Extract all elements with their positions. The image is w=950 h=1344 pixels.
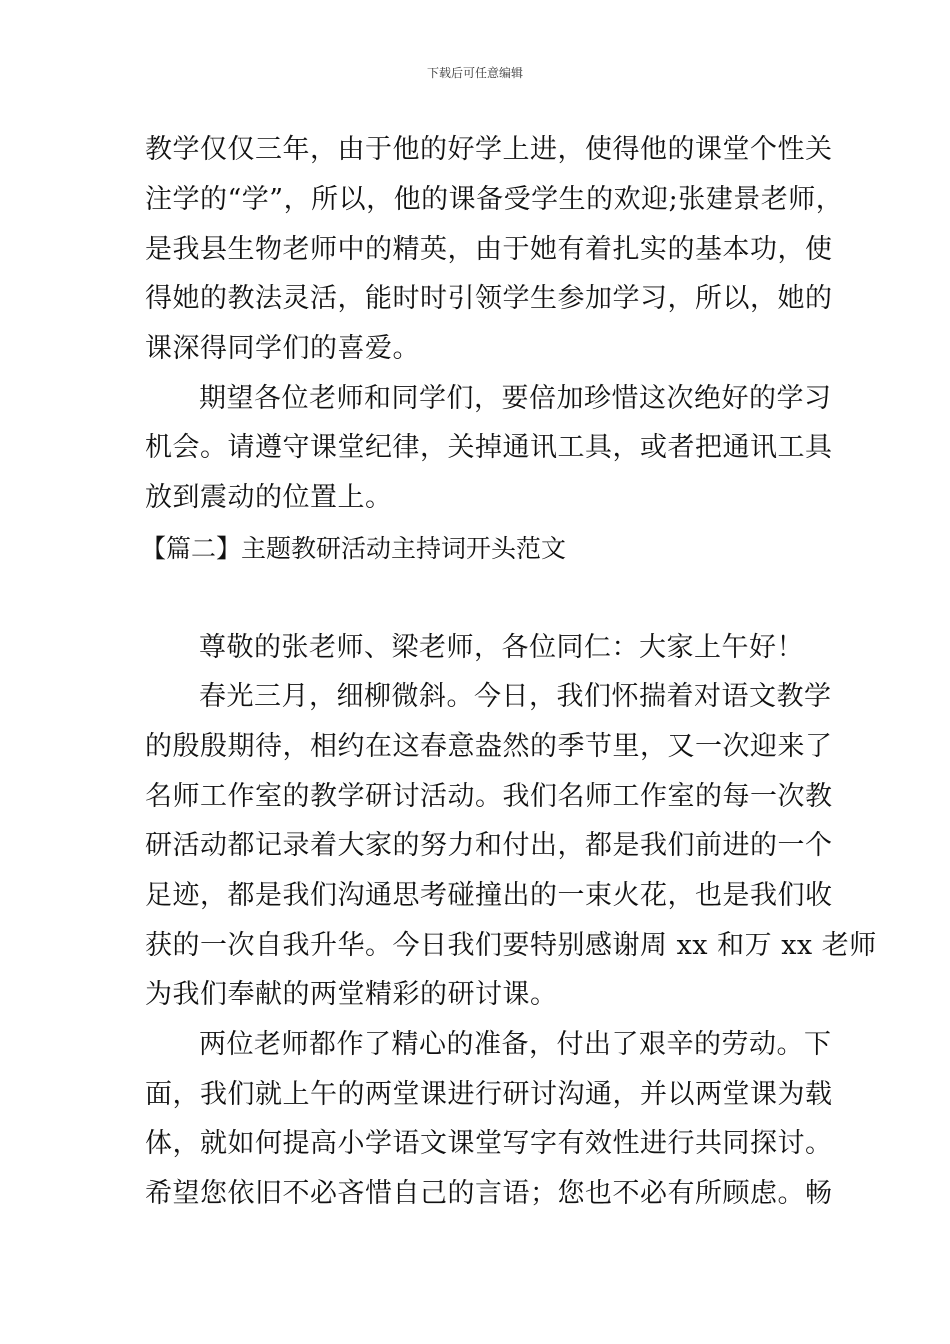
text-line: 研活动都记录着大家的努力和付出，都是我们前进的一个 (145, 830, 833, 861)
section-title: 【篇二】主题教研活动主持词开头范文 (141, 534, 567, 563)
text-line: 名师工作室的教学研讨活动。我们名师工作室的每一次教 (145, 781, 833, 812)
text-line: 机会。请遵守课堂纪律，关掉通讯工具，或者把通讯工具 (145, 432, 833, 463)
text-line: 放到震动的位置上。 (145, 482, 393, 513)
page-header: 下载后可任意编辑 (426, 66, 523, 80)
text-line: 希望您依旧不必吝惜自己的言语；您也不必有所顾虑。畅 (145, 1178, 833, 1209)
text-line: 课深得同学们的喜爱。 (145, 333, 420, 364)
text-line: 体，就如何提高小学语文课堂写字有效性进行共同探讨。 (145, 1128, 833, 1159)
text-line: 两位老师都作了精心的准备，付出了艰辛的劳动。下 (199, 1029, 832, 1060)
text-line: 为我们奉献的两堂精彩的研讨课。 (145, 979, 558, 1010)
text-line: 教学仅仅三年，由于他的好学上进，使得他的课堂个性关 (145, 134, 833, 165)
text-line: 注学的“学”，所以，他的课备受学生的欢迎;张建景老师， (145, 184, 844, 215)
text-line: 足迹，都是我们沟通思考碰撞出的一束火花，也是我们收 (145, 880, 833, 911)
text-line: 是我县生物老师中的精英，由于她有着扎实的基本功，使 (145, 234, 833, 265)
text-line: 期望各位老师和同学们，要倍加珍惜这次绝好的学习 (199, 383, 832, 414)
text-line: 的殷殷期待，相约在这春意盎然的季节里，又一次迎来了 (145, 731, 833, 762)
greeting-line: 尊敬的张老师、梁老师，各位同仁：大家上午好！ (199, 632, 804, 663)
text-line: 春光三月，细柳微斜。今日，我们怀揣着对语文教学 (199, 681, 832, 712)
text-line: 得她的教法灵活，能时时引领学生参加学习，所以，她的 (145, 283, 833, 314)
text-line: 获的一次自我升华。今日我们要特别感谢周 xx 和万 xx 老师 (145, 930, 877, 961)
text-line: 面，我们就上午的两堂课进行研讨沟通，并以两堂课为载 (145, 1079, 833, 1110)
